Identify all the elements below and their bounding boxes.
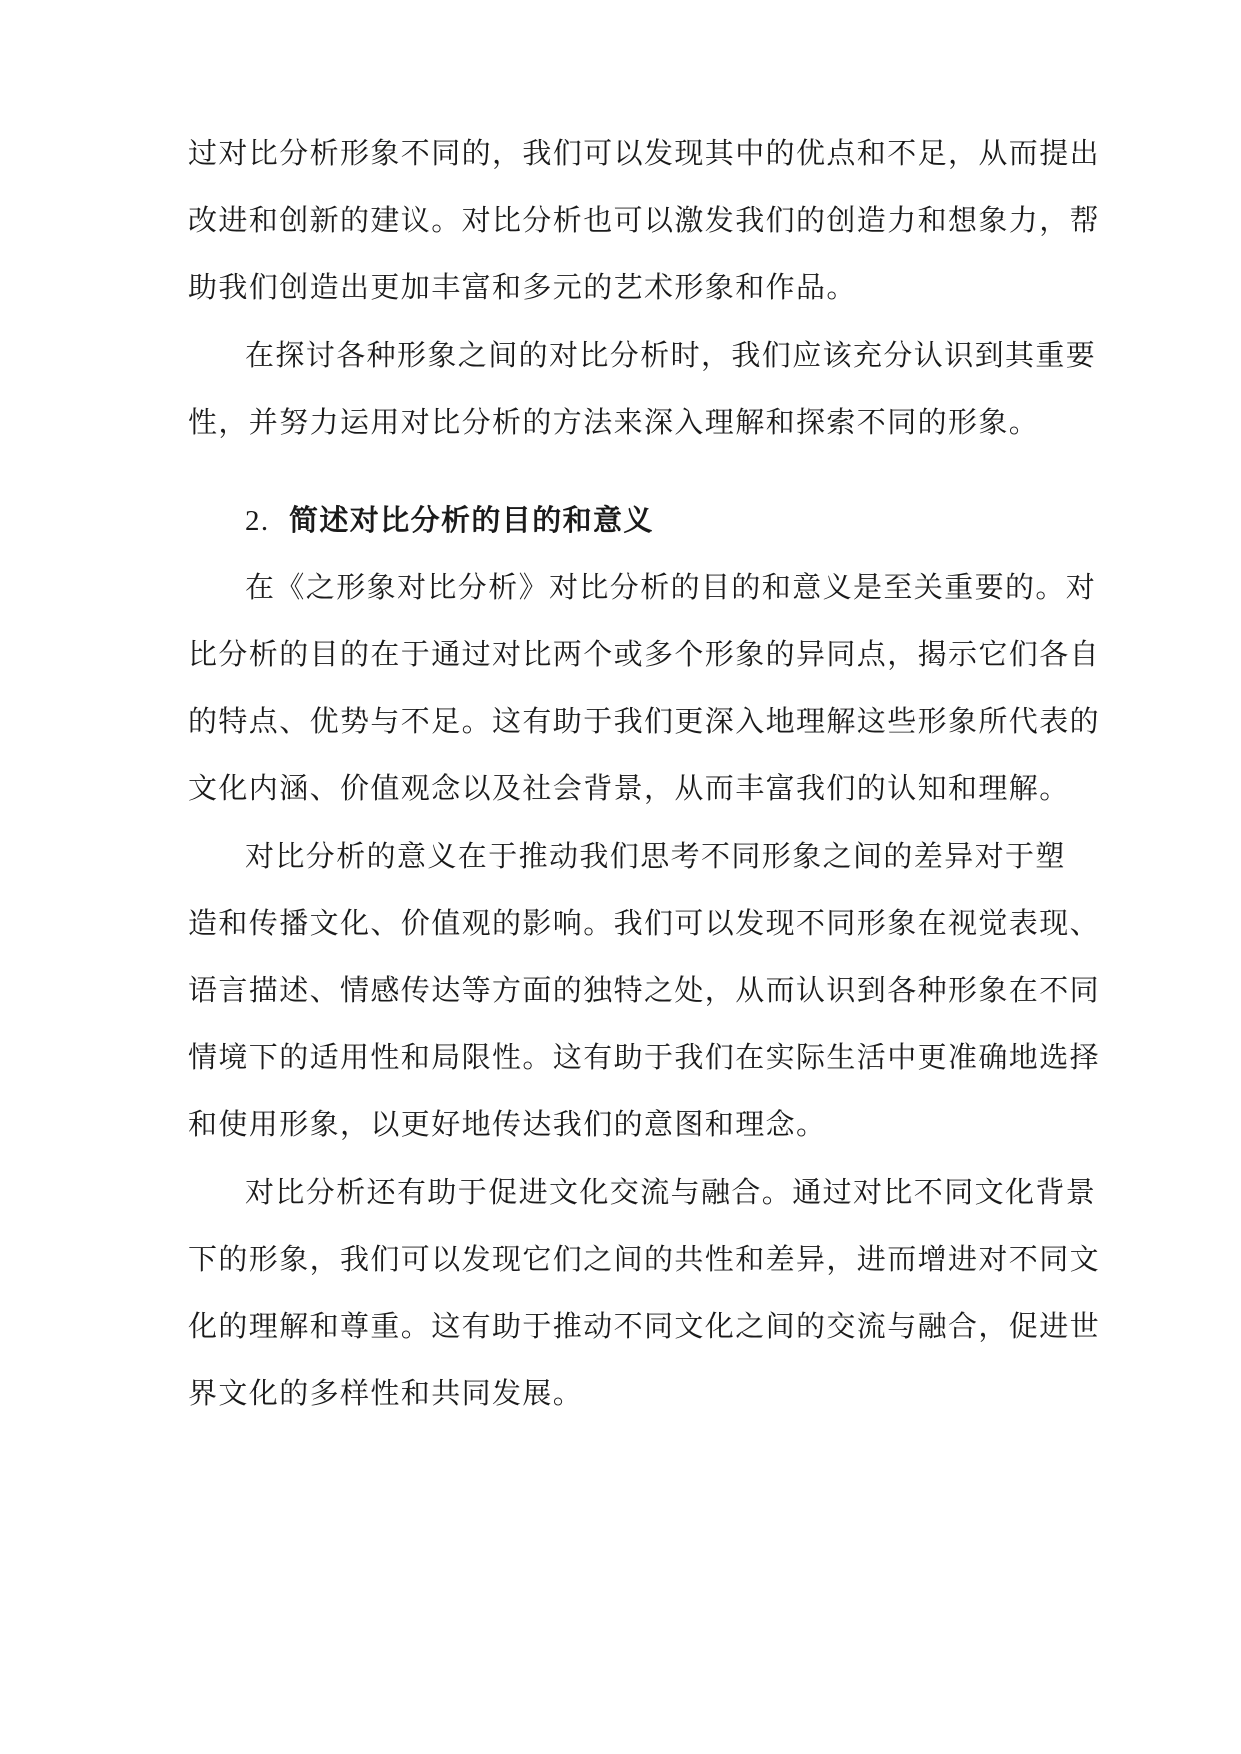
paragraph-line: 过对比分析形象不同的，我们可以发现其中的优点和不足，从而提出 xyxy=(188,136,1101,170)
paragraph-line: 在《之形象对比分析》对比分析的目的和意义是至关重要的。对 xyxy=(245,570,1097,604)
paragraph-line: 的特点、优势与不足。这有助于我们更深入地理解这些形象所代表的 xyxy=(188,704,1101,738)
paragraph-line: 文化内涵、价值观念以及社会背景，从而丰富我们的认知和理解。 xyxy=(188,771,1070,805)
paragraph-line: 情境下的适用性和局限性。这有助于我们在实际生活中更准确地选择 xyxy=(188,1040,1101,1074)
paragraph-line: 化的理解和尊重。这有助于推动不同文化之间的交流与融合，促进世 xyxy=(188,1309,1101,1343)
paragraph-line: 语言描述、情感传达等方面的独特之处，从而认识到各种形象在不同 xyxy=(188,973,1101,1007)
paragraph-line: 改进和创新的建议。对比分析也可以激发我们的创造力和想象力，帮 xyxy=(188,203,1101,237)
section-heading xyxy=(245,500,654,540)
paragraph-line: 下的形象，我们可以发现它们之间的共性和差异，进而增进对不同文 xyxy=(188,1242,1101,1276)
section-number: 2. xyxy=(245,505,270,537)
paragraph-line: 界文化的多样性和共同发展。 xyxy=(188,1376,584,1410)
paragraph-line: 和使用形象，以更好地传达我们的意图和理念。 xyxy=(188,1107,827,1141)
paragraph-line: 对比分析还有助于促进文化交流与融合。通过对比不同文化背景 xyxy=(245,1175,1097,1209)
paragraph-line: 造和传播文化、价值观的影响。我们可以发现不同形象在视觉表现、 xyxy=(188,906,1101,940)
paragraph-line: 性，并努力运用对比分析的方法来深入理解和探索不同的形象。 xyxy=(188,405,1040,439)
paragraph-line: 对比分析的意义在于推动我们思考不同形象之间的差异对于塑 xyxy=(245,839,1066,873)
section-title: 简述对比分析的目的和意义 xyxy=(289,503,654,537)
paragraph-line: 在探讨各种形象之间的对比分析时，我们应该充分认识到其重要 xyxy=(245,338,1097,372)
paragraph-line: 助我们创造出更加丰富和多元的艺术形象和作品。 xyxy=(188,270,857,304)
paragraph-line: 比分析的目的在于通过对比两个或多个形象的异同点，揭示它们各自 xyxy=(188,637,1101,671)
